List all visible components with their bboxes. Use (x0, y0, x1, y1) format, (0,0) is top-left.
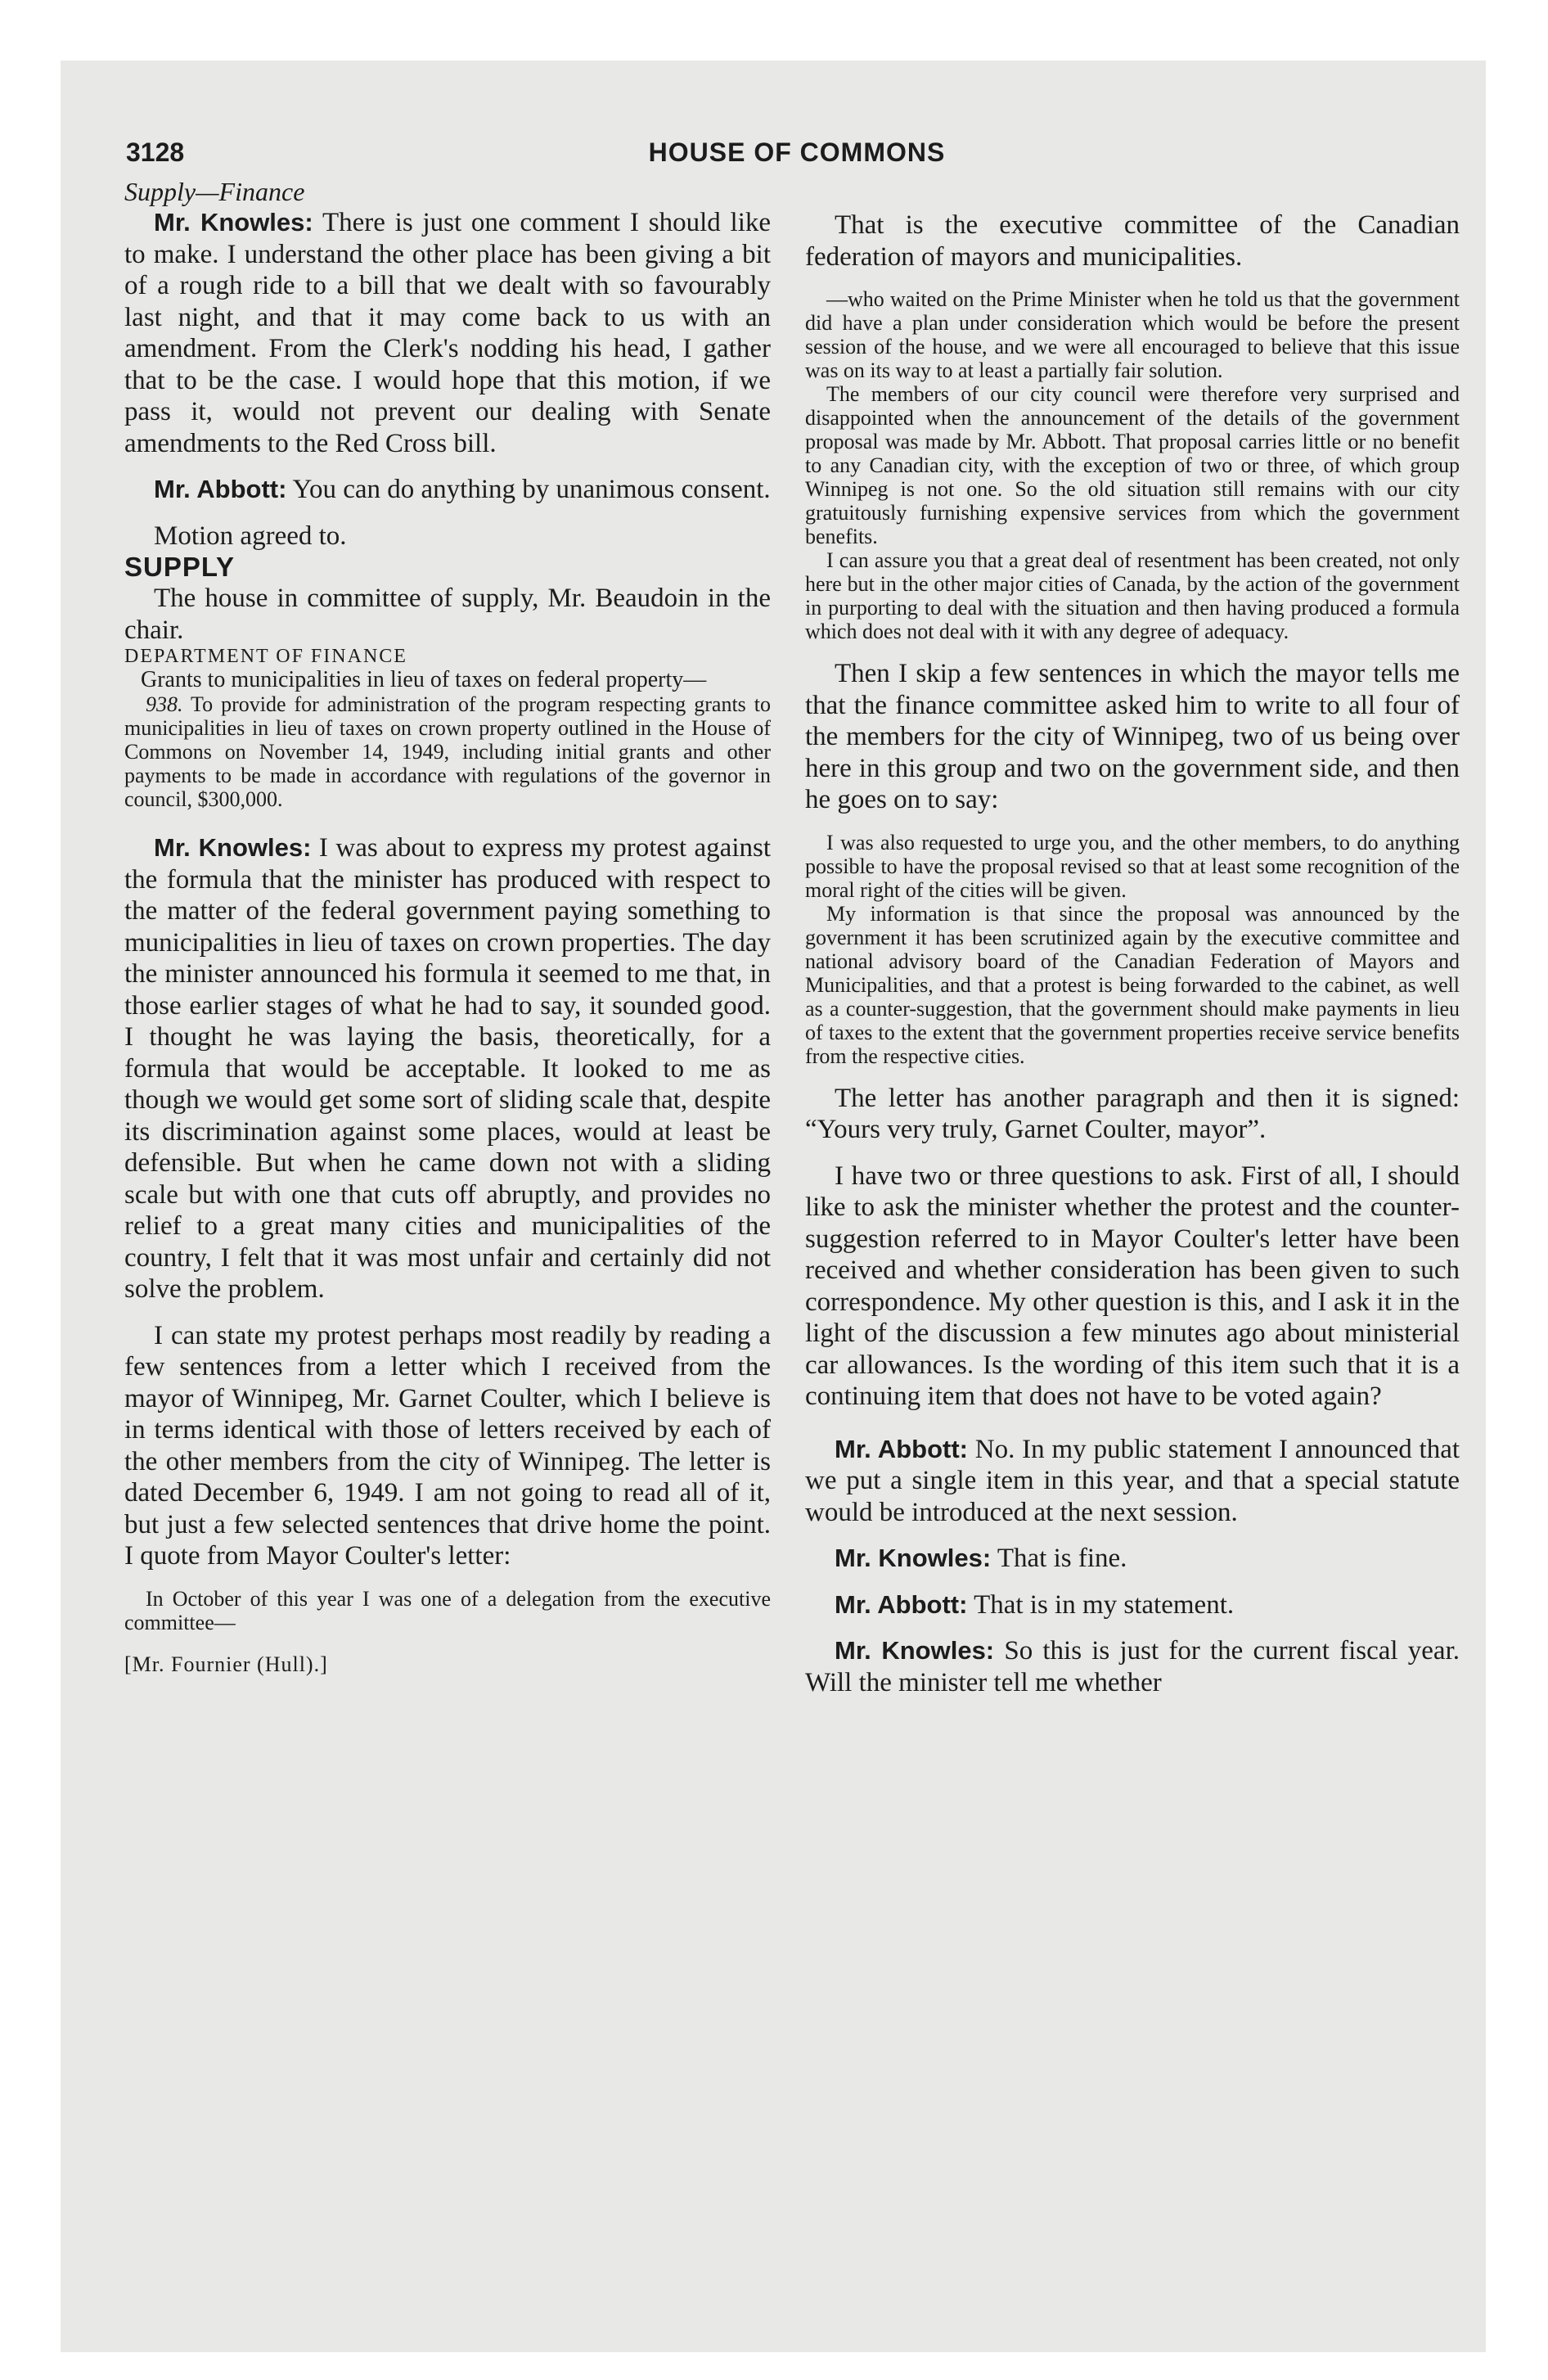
page-header (126, 137, 1468, 174)
paragraph (124, 207, 771, 459)
vote-text: To provide for administration of the program respecting grants to municipalities in lieu of taxes on crown property outlined in the House of Commons on November 14, 1949, including initial grants and other payments to be made in accordance with regulations of the governor in council, $300,000. (124, 692, 771, 811)
letter-quote: —who waited on the Prime Minister when he told us that the government did have a plan under consideration which would be before the present session of the house, and we were all encouraged to believe that this issue was on its way to at least a partially fair solution. (805, 287, 1460, 382)
attribution: [Mr. Fournier (Hull).] (124, 1652, 328, 1676)
vote-number: 938. (146, 692, 183, 716)
speaker-name: Mr. Knowles: (835, 1636, 995, 1665)
vote-title: Grants to municipalities in lieu of taxes on federal property— (141, 667, 707, 692)
motion-text: Motion agreed to. (154, 521, 347, 551)
speech-text: There is just one comment I should like to make. I understand the other place has been giving a bit of a rough ride to a bill that we dealt with so favourably last night, and that it may come back to us with an amendment. From the Clerk's nodding his head, I gather that to be the case. I would hope that this motion, if we pass it, would not prevent our dealing with Senate amendments to the Red Cross bill. (124, 208, 772, 458)
speech-text: That is fine. (997, 1544, 1127, 1573)
section-title: Supply—Finance (124, 177, 305, 206)
paragraph: Then I skip a few sentences in which the mayor tells me that the finance committee asked him to write to all four of the members for the city of Winnipeg, two of us being over here in this group and two on the government side, and then he goes on to say: (805, 659, 1460, 814)
speaker-name: Mr. Knowles: (154, 208, 313, 237)
paragraph (805, 1434, 1460, 1529)
letter-quote: My information is that since the proposal was announced by the government it has been scrutinized again by the executive committee and national advisory board of the Canadian Federation of Mayors and Municipalities, and that a protest is being forwarded to the cabinet, as well as a counter-suggestion, that the government should make payments in lieu of taxes to the extent that the government properties receive service benefits from the respective cities. (805, 901, 1460, 1068)
speech-text: So this is just for the current fiscal year. Will the minister tell me whether (805, 1636, 1460, 1697)
speaker-name: Mr. Knowles: (154, 833, 312, 862)
speech-text: You can do anything by unanimous consent. (292, 475, 771, 504)
paragraph (805, 1635, 1460, 1698)
letter-quote: I was also requested to urge you, and the other members, to do anything possible to have the proposal revised so that at least some recognition of the moral right of the cities will be given. (805, 830, 1460, 902)
speaker-name: Mr. Abbott: (835, 1589, 968, 1619)
paragraph (805, 1589, 1460, 1621)
running-title: HOUSE OF COMMONS (648, 137, 946, 167)
letter-quote: I can assure you that a great deal of resentment has been created, not only here but in the other major cities of Canada, by the action of the government in purporting to deal with the situation and then having produced a formula which does not deal with it with any degree of adequacy. (805, 548, 1460, 643)
letter-quote: In October of this year I was one of a delegation from the executive committee— (124, 1586, 771, 1634)
paragraph: I have two or three questions to ask. First of all, I should like to ask the minister whether the protest and the counter-suggestion referred to in Mayor Coulter's letter have been received and whether consideration has been given to such correspondence. My other question is this, and I ask it in the light of the discussion a few minutes ago about ministerial car allowances. Is the wording of this item such that it is a continuing item that does not have to be voted again? (805, 1161, 1460, 1411)
supply-heading: SUPPLY (124, 552, 236, 582)
paragraph: The letter has another paragraph and then it is signed: “Yours very truly, Garnet Coulter, mayor”. (805, 1083, 1460, 1144)
vote-item (124, 692, 771, 811)
page-number: 3128 (126, 137, 185, 167)
speech-text: I was about to express my protest against the formula that the minister has produced with respect to the matter of the federal government paying something to municipalities in lieu of taxes on crown properties. The day the minister announced his formula it seemed to me that, in those earlier stages of what he had to say, it sounded good. I thought he was laying the basis, theoretically, for a formula that would be acceptable. It looked to me as though we would get some sort of sliding scale that, despite its discrimination against some places, would at least be defensible. But when he came down not with a sliding scale but with one that cuts off abruptly, and provides no relief to a great many cities and municipalities of the country, I felt that it was most unfair and certainly did not solve the problem. (124, 833, 772, 1304)
letter-quote: The members of our city council were therefore very surprised and disappointed when the announcement of the details of the government proposal was made by Mr. Abbott. That proposal carries little or no benefit to any Canadian city, with the exception of two or three, of which group Winnipeg is not one. So the old situation still remains with our city gratuitously furnishing expensive services from which the government benefits. (805, 382, 1460, 548)
speech-text: That is in my statement. (974, 1589, 1235, 1620)
speaker-name: Mr. Abbott: (835, 1434, 968, 1463)
left-column (124, 177, 771, 1676)
paragraph: That is the executive committee of the Canadian federation of mayors and municipalities. (805, 210, 1460, 272)
speech-text: No. In my public statement I announced that we put a single item in this year, and that a special statute would be introduced at the next session. (805, 1434, 1460, 1527)
speaker-name: Mr. Abbott: (154, 475, 287, 503)
paragraph (124, 832, 771, 1305)
paragraph (805, 1543, 1460, 1575)
paragraph: I can state my protest perhaps most readily by reading a few sentences from a letter which I received from the mayor of Winnipeg, Mr. Garnet Coulter, which I believe is in terms identical with those of letters received by each of the other members from the city of Winnipeg. The letter is dated December 6, 1949. I am not going to read all of it, but just a few selected sentences that drive home the point. I quote from Mayor Coulter's letter: (124, 1320, 771, 1571)
speaker-name: Mr. Knowles: (835, 1544, 992, 1572)
paragraph (124, 474, 771, 506)
department-heading: DEPARTMENT OF FINANCE (124, 646, 407, 667)
right-column (805, 177, 1460, 1698)
chair-text: The house in committee of supply, Mr. Beaudoin in the chair. (124, 584, 771, 645)
